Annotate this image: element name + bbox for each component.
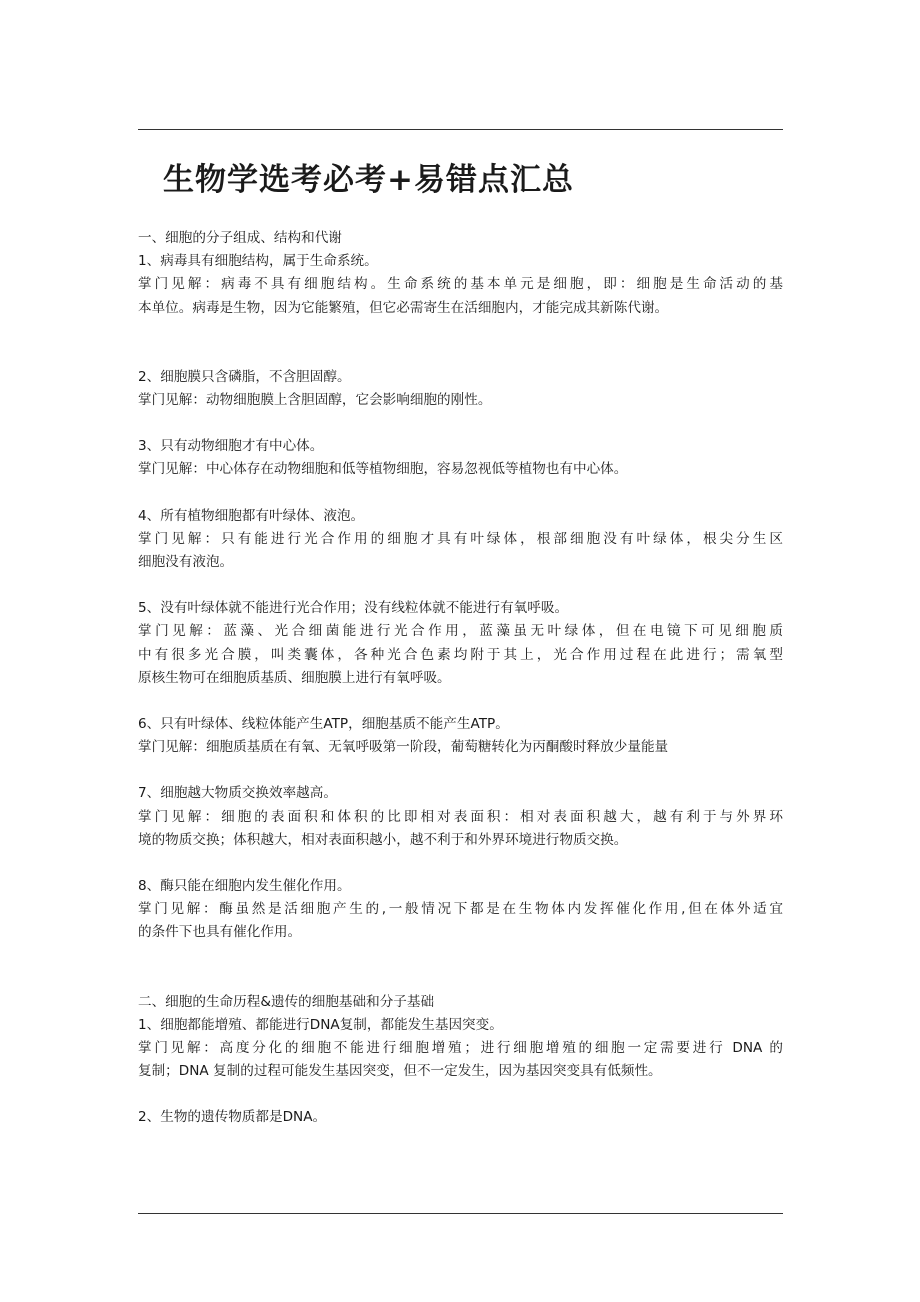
answer-line: 掌门见解：蓝藻、光合细菌能进行光合作用，蓝藻虽无叶绿体，但在电镜下可见细胞质 [138,623,783,640]
question: 4、所有植物细胞都有叶绿体、液泡。 [138,507,365,524]
document-title: 生物学选考必考+易错点汇总 [163,162,574,198]
question: 6、只有叶绿体、线粒体能产生ATP，细胞基质不能产生ATP。 [138,716,509,733]
question: 7、细胞越大物质交换效率越高。 [138,785,337,802]
question: 1、细胞都能增殖、都能进行DNA复制，都能发生基因突变。 [138,1016,503,1033]
answer-line: 掌门见解：动物细胞膜上含胆固醇，它会影响细胞的刚性。 [138,392,492,409]
footer-rule [138,1213,783,1214]
answer-line: 原核生物可在细胞质基质、细胞膜上进行有氧呼吸。 [138,669,451,686]
answer-line: 境的物质交换；体积越大，相对表面积越小，越不利于和外界环境进行物质交换。 [138,831,628,848]
answer-line: 掌门见解：细胞质基质在有氧、无氧呼吸第一阶段，葡萄糖转化为丙酮酸时释放少量能量 [138,739,669,756]
section-heading: 二、细胞的生命历程&遗传的细胞基础和分子基础 [138,993,435,1010]
header-rule [138,129,783,130]
answer-line: 掌门见解：只有能进行光合作用的细胞才具有叶绿体，根部细胞没有叶绿体，根尖分生区 [138,530,783,547]
answer-line: 本单位。病毒是生物，因为它能繁殖，但它必需寄生在活细胞内，才能完成其新陈代谢。 [138,299,669,316]
question: 3、只有动物细胞才有中心体。 [138,438,324,455]
question: 1、病毒具有细胞结构，属于生命系统。 [138,253,378,270]
question: 2、细胞膜只含磷脂，不含胆固醇。 [138,368,351,385]
document-body [138,227,783,1130]
answer-line: 掌门见解：细胞的表面积和体积的比即相对表面积：相对表面积越大，越有利于与外界环 [138,808,783,825]
answer-line: 掌门见解：高度分化的细胞不能进行细胞增殖；进行细胞增殖的细胞一定需要进行 DNA 的 [138,1040,783,1057]
answer-line: 掌门见解：中心体存在动物细胞和低等植物细胞，容易忽视低等植物也有中心体。 [138,461,628,478]
answer-line: 中有很多光合膜，叫类囊体，各种光合色素均附于其上，光合作用过程在此进行；需氧型 [138,646,783,663]
answer-line: 掌门见解：酶虽然是活细胞产生的,一般情况下都是在生物体内发挥催化作用,但在体外适宜 [138,901,783,918]
answer-line: 掌门见解：病毒不具有细胞结构。生命系统的基本单元是细胞，即：细胞是生命活动的基 [138,276,783,293]
section-heading: 一、细胞的分子组成、结构和代谢 [138,230,342,246]
answer-line: 的条件下也具有催化作用。 [138,924,302,941]
question: 5、没有叶绿体就不能进行光合作用；没有线粒体就不能进行有氧呼吸。 [138,600,569,617]
question: 2、生物的遗传物质都是DNA。 [138,1109,327,1126]
question: 8、酶只能在细胞内发生催化作用。 [138,878,351,895]
answer-line: 复制；DNA 复制的过程可能发生基因突变，但不一定发生，因为基因突变具有低频性。 [138,1063,662,1080]
answer-line: 细胞没有液泡。 [138,554,234,571]
